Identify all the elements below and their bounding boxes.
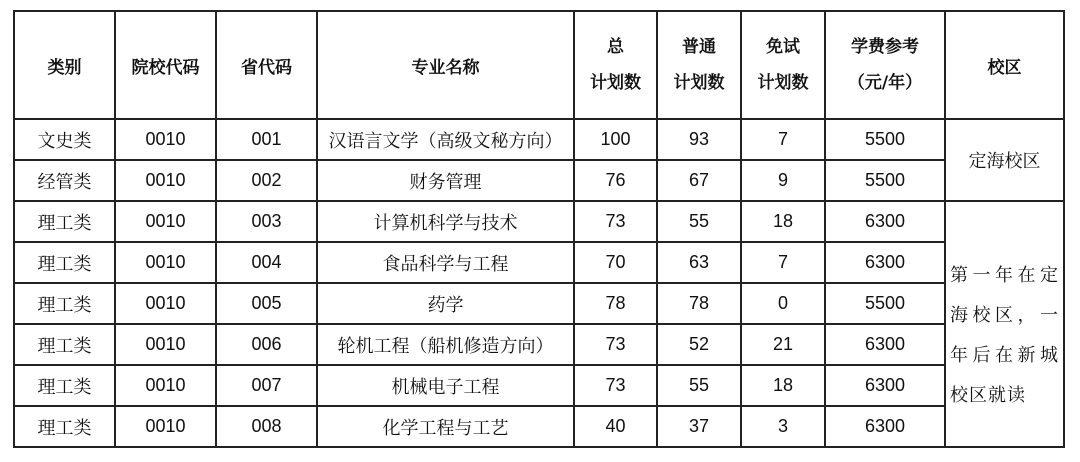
cell-major: 轮机工程（船机修造方向） (317, 324, 574, 365)
header-exempt-plan (741, 11, 825, 119)
cell-regular: 63 (657, 242, 741, 283)
campus-note-text: 第一年在定海校区，一年后在新城校区就读 (950, 265, 1059, 406)
cell-school-code: 0010 (115, 242, 216, 283)
cell-province-code: 001 (216, 119, 317, 160)
cell-category: 理工类 (14, 242, 115, 283)
cell-major: 机械电子工程 (317, 365, 574, 406)
header-total-plan-line2: 计划数 (590, 73, 641, 93)
cell-regular: 52 (657, 324, 741, 365)
header-exempt-plan-line2: 计划数 (757, 73, 809, 93)
cell-province-code: 007 (216, 365, 317, 406)
cell-exempt: 9 (741, 160, 825, 201)
cell-category: 理工类 (14, 201, 115, 242)
table-row (14, 119, 1064, 160)
header-total-plan (574, 11, 657, 119)
cell-tuition: 5500 (825, 119, 945, 160)
cell-tuition: 6300 (825, 406, 945, 447)
cell-exempt: 18 (741, 201, 825, 242)
cell-exempt: 0 (741, 283, 825, 324)
header-province-code: 省代码 (216, 11, 317, 119)
cell-exempt: 3 (741, 406, 825, 447)
cell-major: 汉语言文学（高级文秘方向） (317, 119, 574, 160)
cell-category: 经管类 (14, 160, 115, 201)
header-tuition-line2: （元/年） (847, 73, 923, 93)
header-school-code: 院校代码 (115, 11, 216, 119)
header-row (14, 11, 1064, 119)
table-row (14, 283, 1064, 324)
cell-tuition: 6300 (825, 324, 945, 365)
cell-regular: 67 (657, 160, 741, 201)
cell-major: 化学工程与工艺 (317, 406, 574, 447)
cell-school-code: 0010 (115, 406, 216, 447)
cell-total: 70 (574, 242, 657, 283)
cell-province-code: 004 (216, 242, 317, 283)
cell-major: 财务管理 (317, 160, 574, 201)
header-exempt-plan-line1: 免试 (766, 37, 800, 57)
cell-total: 78 (574, 283, 657, 324)
cell-total: 100 (574, 119, 657, 160)
cell-total: 40 (574, 406, 657, 447)
cell-regular: 55 (657, 365, 741, 406)
cell-regular: 78 (657, 283, 741, 324)
cell-major: 计算机科学与技术 (317, 201, 574, 242)
cell-province-code: 003 (216, 201, 317, 242)
cell-school-code: 0010 (115, 283, 216, 324)
cell-total: 76 (574, 160, 657, 201)
cell-tuition: 6300 (825, 201, 945, 242)
cell-regular: 55 (657, 201, 741, 242)
cell-tuition: 6300 (825, 365, 945, 406)
cell-school-code: 0010 (115, 365, 216, 406)
header-regular-plan-line1: 普通 (682, 37, 716, 57)
cell-category: 理工类 (14, 324, 115, 365)
cell-exempt: 18 (741, 365, 825, 406)
cell-total: 73 (574, 201, 657, 242)
header-campus: 校区 (945, 11, 1064, 119)
header-tuition-line1: 学费参考 (851, 37, 919, 57)
table-row (14, 365, 1064, 406)
cell-campus-group-1: 定海校区 (945, 119, 1064, 201)
cell-campus-group-2 (945, 201, 1064, 447)
cell-category: 理工类 (14, 406, 115, 447)
cell-regular: 37 (657, 406, 741, 447)
header-total-plan-line1: 总 (607, 37, 624, 57)
cell-province-code: 008 (216, 406, 317, 447)
header-regular-plan (657, 11, 741, 119)
cell-major: 药学 (317, 283, 574, 324)
cell-school-code: 0010 (115, 160, 216, 201)
cell-category: 理工类 (14, 365, 115, 406)
cell-province-code: 002 (216, 160, 317, 201)
cell-province-code: 005 (216, 283, 317, 324)
table-row (14, 242, 1064, 283)
cell-school-code: 0010 (115, 119, 216, 160)
cell-regular: 93 (657, 119, 741, 160)
cell-school-code: 0010 (115, 324, 216, 365)
cell-total: 73 (574, 324, 657, 365)
cell-major: 食品科学与工程 (317, 242, 574, 283)
cell-exempt: 7 (741, 119, 825, 160)
cell-category: 文史类 (14, 119, 115, 160)
enrollment-plan-table (13, 10, 1065, 448)
header-major-name: 专业名称 (317, 11, 574, 119)
cell-province-code: 006 (216, 324, 317, 365)
cell-school-code: 0010 (115, 201, 216, 242)
header-tuition (825, 11, 945, 119)
table-row (14, 324, 1064, 365)
header-regular-plan-line2: 计划数 (673, 73, 725, 93)
cell-total: 73 (574, 365, 657, 406)
cell-tuition: 5500 (825, 283, 945, 324)
header-category: 类别 (14, 11, 115, 119)
table-row (14, 201, 1064, 242)
cell-tuition: 5500 (825, 160, 945, 201)
table-row (14, 160, 1064, 201)
cell-exempt: 21 (741, 324, 825, 365)
cell-category: 理工类 (14, 283, 115, 324)
table-row (14, 406, 1064, 447)
cell-exempt: 7 (741, 242, 825, 283)
cell-tuition: 6300 (825, 242, 945, 283)
